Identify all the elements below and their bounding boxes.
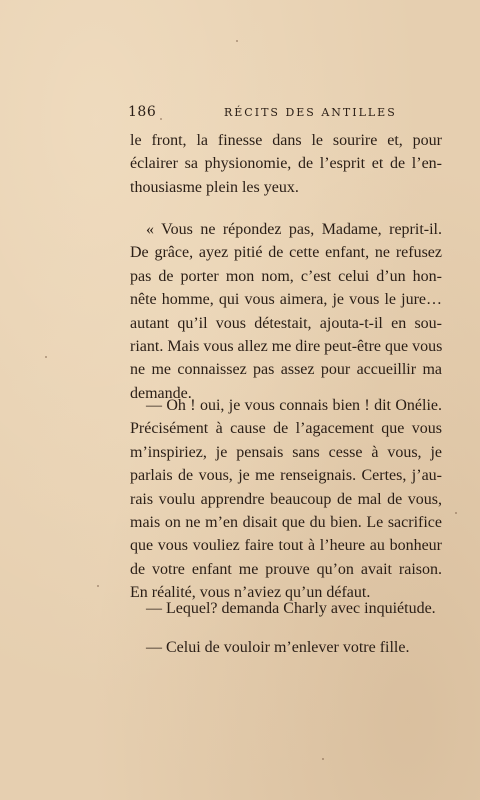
text-line: — Celui de vouloir m’enlever votre fille. xyxy=(146,639,410,656)
text-line: nête homme, qui vous aimera, je vous le jure… xyxy=(130,291,442,309)
paper-speck xyxy=(97,585,99,587)
text-line: autant qu’il vous détestait, ajouta-t-il en sou- xyxy=(130,314,442,332)
text-line: De grâce, ayez pitié de cette enfant, ne refusez xyxy=(130,244,442,262)
paragraph-4 xyxy=(130,597,442,620)
paper-speck xyxy=(322,758,324,760)
text-line: que vous vouliez faire tout à l’heure au bonheur xyxy=(130,537,442,555)
text-line: thousiasme plein les yeux. xyxy=(130,178,299,196)
text-line: de votre enfant me prouve qu’on avait raison. xyxy=(130,560,442,578)
text-line: éclairer sa physionomie, de l’esprit et de l’en- xyxy=(130,155,442,173)
text-line: mais on ne m’en disait que du bien. Le sacrifice xyxy=(130,513,442,531)
text-line: riant. Mais vous allez me dire peut-être que vous xyxy=(130,337,443,355)
paragraph-1 xyxy=(130,129,442,199)
paper-speck xyxy=(455,512,457,514)
book-title: RÉCITS DES ANTILLES xyxy=(224,106,397,119)
text-line: « Vous ne répondez pas, Madame, reprit-il. xyxy=(146,221,442,238)
text-line: — Oh ! oui, je vous connais bien ! dit Onélie. xyxy=(146,397,442,414)
paragraph-2 xyxy=(130,218,442,405)
text-line: pas de porter mon nom, c’est celui d’un hon- xyxy=(130,267,442,285)
text-line: demande. xyxy=(130,384,192,402)
text-line: le front, la finesse dans le sourire et, pour xyxy=(130,132,442,149)
text-line: rais voulu apprendre beaucoup de mal de vous, xyxy=(130,490,442,508)
text-line: parlais de vous, je me renseignais. Certes, j’au- xyxy=(130,467,442,485)
running-head xyxy=(128,104,448,124)
text-line: m’inspiriez, je pensais sans cesse à vous, je xyxy=(130,443,442,461)
paper-speck xyxy=(45,356,47,358)
text-line: — Lequel? demanda Charly avec inquiétude. xyxy=(146,600,436,617)
text-line: ne me connaissez pas assez pour accueillir ma xyxy=(130,361,442,379)
text-line: En réalité, vous n’aviez qu’un défaut. xyxy=(130,584,371,602)
text-line: Précisément à cause de l’agacement que vous xyxy=(130,420,442,438)
page-number: 186 xyxy=(128,104,157,120)
paper-speck xyxy=(160,118,162,120)
paper-speck xyxy=(236,40,238,42)
paragraph-3 xyxy=(130,394,442,605)
paragraph-5 xyxy=(130,636,442,659)
